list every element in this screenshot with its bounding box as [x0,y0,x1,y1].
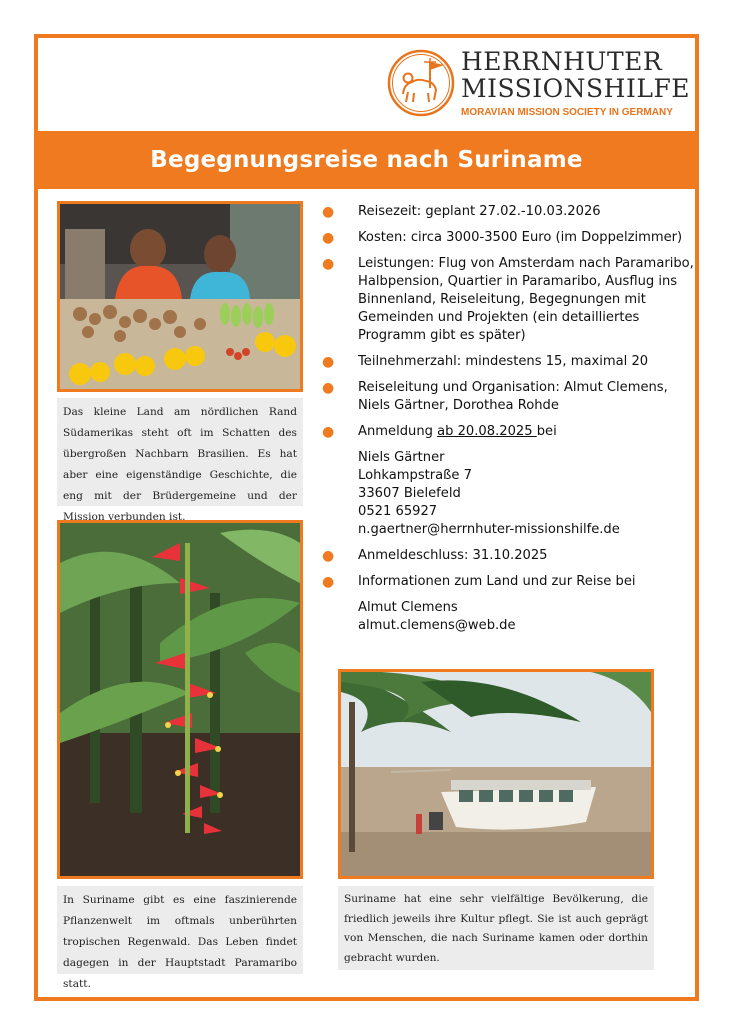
detail-anmeldeschluss [322,547,694,565]
informationen-text: Informationen zum Land und zur Reise bei [358,574,636,589]
bullet-icon: ● [322,380,335,396]
anmeldung-suffix: bei [536,424,557,439]
trip-details [322,203,694,643]
detail-kosten [322,229,694,247]
bullet-icon: ● [322,548,335,564]
detail-teilnehmer [322,353,694,371]
heliconia-plant-photo [57,520,303,879]
organization-logo [386,47,691,123]
lamb-with-banner-icon [386,48,456,118]
detail-informationen [322,573,694,591]
leistungen-text: Leistungen: Flug von Amsterdam nach Paramaribo, Halbpension, Quartier in Paramaribo, Ausflug ins Binnenland, Reiseleitung, Begegnungen mit Gemeinden und Projekten (ein detailliertes Programm gibt es später) [358,256,694,343]
page-title: Begegnungsreise nach Suriname [150,147,583,173]
market-photo [57,201,303,392]
reisezeit-text: Reisezeit: geplant 27.02.-10.03.2026 [358,204,601,219]
teilnehmer-text: Teilnehmerzahl: mindestens 15, maximal 20 [358,354,649,369]
logo-line-2: MISSIONSHILFE [461,74,691,103]
contact-almut [322,599,694,635]
detail-reisezeit [322,203,694,221]
logo-line-1: HERRNHUTER [461,47,663,76]
logo-subtitle: MORAVIAN MISSION SOCIETY IN GERMANY [461,107,673,118]
river-boat-photo [338,669,654,879]
detail-anmeldung [322,423,694,441]
plant-caption: In Suriname gibt es eine faszinierende Pflanzenwelt im oftmals unberührten tropischen Regenwald. Das Leben findet dagegen in der Hauptstadt Paramaribo statt. [57,886,303,974]
kosten-text: Kosten: circa 3000-3500 Euro (im Doppelzimmer) [358,230,683,245]
bullet-icon: ● [322,256,335,272]
market-caption: Das kleine Land am nördlichen Rand Südamerikas steht oft im Schatten des übergroßen Nachbarn Brasilien. Es hat aber eine eigenständige Geschichte, die eng mit der Brüdergemeine und der Mission verbunden ist. [57,398,303,506]
bullet-icon: ● [322,354,335,370]
anmeldung-date: ab 20.08.2025 [437,424,537,439]
detail-leistungen [322,255,694,345]
anmeldeschluss-text: Anmeldeschluss: 31.10.2025 [358,548,548,563]
bullet-icon: ● [322,204,335,220]
title-banner [38,131,695,189]
boat-caption: Suriname hat eine sehr vielfältige Bevölkerung, die friedlich jeweils ihre Kultur pflegt. Sie ist auch geprägt von Menschen, die nach Suriname kamen oder dorthin gebracht wurden. [338,886,654,970]
contact-niels [322,449,694,539]
contact1-email[interactable]: n.gaertner@herrnhuter-missionshilfe.de [358,522,620,537]
contact1-city: 33607 Bielefeld [358,486,461,501]
bullet-icon: ● [322,574,335,590]
bullet-icon: ● [322,230,335,246]
detail-reiseleitung [322,379,694,415]
contact1-street: Lohkampstraße 7 [358,468,472,483]
contact2-email[interactable]: almut.clemens@web.de [358,618,516,633]
anmeldung-prefix: Anmeldung [358,424,438,439]
contact1-name: Niels Gärtner [358,450,445,465]
contact2-name: Almut Clemens [358,600,458,615]
reiseleitung-text: Reiseleitung und Organisation: Almut Clemens, Niels Gärtner, Dorothea Rohde [358,380,668,413]
contact1-phone: 0521 65927 [358,504,438,519]
bullet-icon: ● [322,424,335,440]
